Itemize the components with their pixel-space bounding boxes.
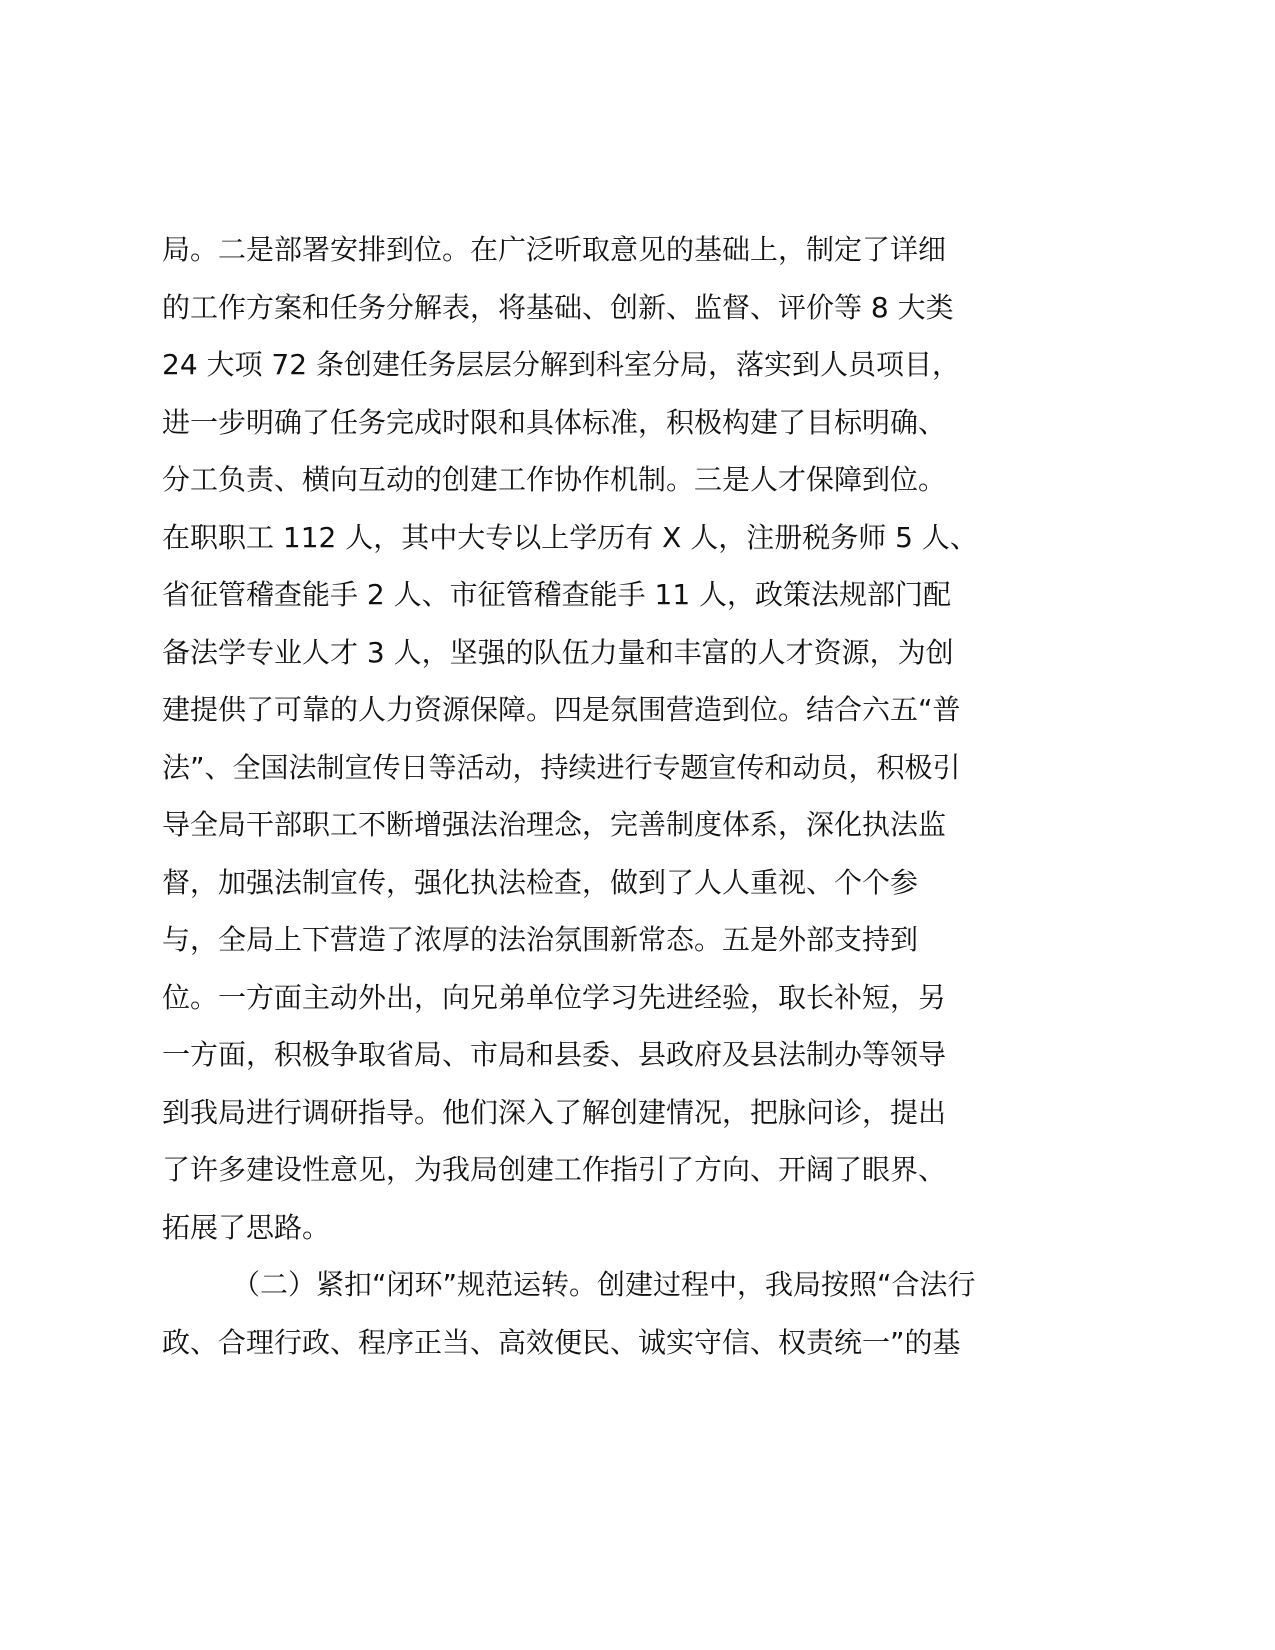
paragraph-line: 在职职工 112 人，其中大专以上学历有 X 人，注册税务师 5 人、 bbox=[162, 520, 978, 554]
document-body bbox=[162, 221, 1122, 1371]
paragraph-line: 省征管稽查能手 2 人、市征管稽查能手 11 人，政策法规部门配 bbox=[162, 578, 952, 611]
paragraph-line: 建提供了可靠的人力资源保障。四是氛围营造到位。结合六五“普 bbox=[162, 693, 961, 726]
paragraph-line: 位。一方面主动外出，向兄弟单位学习先进经验，取长补短，另 bbox=[162, 980, 947, 1014]
paragraph-line: 进一步明确了任务完成时限和具体标准，积极构建了目标明确、 bbox=[162, 405, 947, 439]
paragraph-line: 一方面，积极争取省局、市局和县委、县政府及县法制办等领导 bbox=[162, 1038, 947, 1071]
paragraph-line: 督，加强法制宣传，强化执法检查，做到了人人重视、个个参 bbox=[162, 865, 919, 899]
paragraph-line: 拓展了思路。 bbox=[162, 1210, 331, 1244]
paragraph-line: 到我局进行调研指导。他们深入了解创建情况，把脉问诊，提出 bbox=[162, 1095, 947, 1129]
section-paragraph-line: 政、合理行政、程序正当、高效便民、诚实守信、权责统一”的基 bbox=[162, 1325, 961, 1359]
paragraph-line: 了许多建设性意见，为我局创建工作指引了方向、开阔了眼界、 bbox=[162, 1153, 947, 1186]
paragraph-line: 24 大项 72 条创建任务层层分解到科室分局，落实到人员项目， bbox=[162, 348, 960, 381]
paragraph-line: 分工负责、横向互动的创建工作协作机制。三是人才保障到位。 bbox=[162, 463, 947, 496]
paragraph-line: 与，全局上下营造了浓厚的法治氛围新常态。五是外部支持到 bbox=[162, 923, 919, 956]
paragraph-line: 局。二是部署安排到位。在广泛听取意见的基础上，制定了详细 bbox=[162, 233, 947, 266]
paragraph-line: 导全局干部职工不断增强法治理念，完善制度体系，深化执法监 bbox=[162, 808, 947, 841]
paragraph-line: 法”、全国法制宣传日等活动，持续进行专题宣传和动员，积极引 bbox=[162, 750, 961, 784]
paragraph-line: 备法学专业人才 3 人，坚强的队伍力量和丰富的人才资源，为创 bbox=[162, 635, 954, 669]
paragraph-line: 的工作方案和任务分解表，将基础、创新、监督、评价等 8 大类 bbox=[162, 290, 954, 324]
section-heading-line: （二）紧扣“闭环”规范运转。创建过程中，我局按照“合法行 bbox=[232, 1268, 976, 1301]
